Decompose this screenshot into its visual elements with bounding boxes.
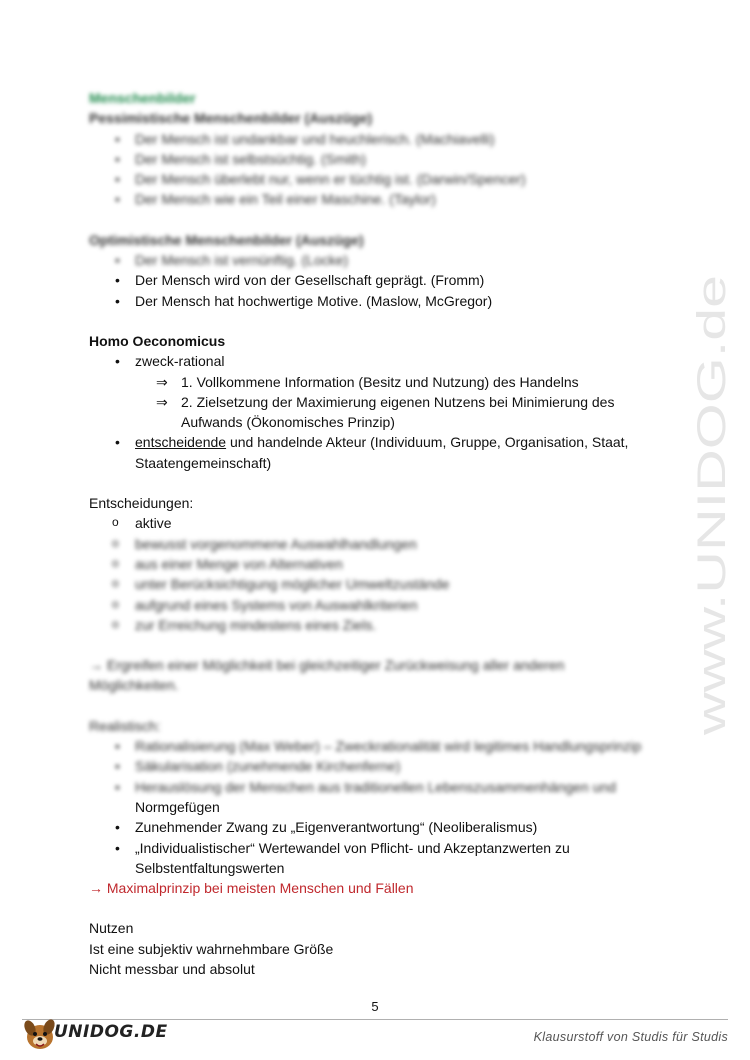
list-item-continuation: Selbstentfaltungswerten bbox=[135, 859, 285, 876]
list-item: o aus einer Menge von Alternativen bbox=[89, 554, 669, 574]
list-item: • Der Mensch überlebt nur, wenn er tüchtig ist. (Darwin/Spencer) bbox=[89, 169, 669, 189]
nutzen-line: Ist eine subjektiv wahrnehmbare Größe bbox=[89, 940, 334, 957]
list-item: • Der Mensch ist vernünftig. (Locke) bbox=[89, 250, 669, 270]
list-item bbox=[89, 432, 669, 452]
list-item: o zur Erreichung mindestens eines Ziels. bbox=[89, 615, 669, 635]
footer-tagline: Klausurstoff von Studis für Studis bbox=[533, 1030, 728, 1044]
watermark bbox=[690, 270, 735, 740]
watermark-text: www.UNIDOG.de bbox=[690, 423, 734, 735]
realistic-heading: Realistisch: bbox=[89, 717, 161, 734]
pessimistic-heading: Pessimistische Menschenbilder (Auszüge) bbox=[89, 110, 373, 127]
list-item: • Der Mensch wird von der Gesellschaft geprägt. (Fromm) bbox=[89, 270, 669, 290]
list-item: o aufgrund eines Systems von Auswahlkriterien bbox=[89, 595, 669, 615]
list-item: o bewusst vorgenommene Auswahlhandlungen bbox=[89, 534, 669, 554]
list-item: • „Individualistischer“ Wertewandel von Pflicht- und Akzeptanzwerten zu bbox=[89, 838, 669, 858]
implies-arrow-icon: ⇒ bbox=[156, 393, 168, 410]
conclusion-line: → Ergreifen einer Möglichkeit bei gleichzeitiger Zurückweisung aller anderen bbox=[89, 657, 565, 674]
list-item: • Rationalisierung (Max Weber) – Zweckrationalität wird legitimes Handlungsprinzip bbox=[89, 736, 669, 756]
list-item: • Herauslösung der Menschen aus traditionellen Lebenszusammenhängen und bbox=[89, 777, 669, 797]
arrow-item-text: 1. Vollkommene Information (Besitz und Nutzung) des Handelns bbox=[181, 373, 579, 390]
underlined-word: entscheidende bbox=[135, 434, 227, 451]
list-item: • Der Mensch ist selbstsüchtig. (Smith) bbox=[89, 149, 669, 169]
list-item: • Der Mensch wie ein Teil einer Maschine. (Taylor) bbox=[89, 189, 669, 209]
arrow-item-text: 2. Zielsetzung der Maximierung eigenen Nutzens bei Minimierung des bbox=[181, 393, 615, 410]
list-item-continuation: Normgefügen bbox=[135, 798, 220, 815]
homo-oeconomicus-heading: Homo Oeconomicus bbox=[89, 332, 226, 349]
list-item-continuation: Staatengemeinschaft) bbox=[135, 454, 272, 471]
maximal-principle-line: → Maximalprinzip bei meisten Menschen und Fällen bbox=[89, 880, 414, 897]
arrow-item-continuation: Aufwands (Ökonomisches Prinzip) bbox=[181, 414, 395, 431]
page-number: 5 bbox=[371, 999, 379, 1014]
implies-arrow-icon: ⇒ bbox=[156, 373, 168, 390]
section-title: Menschenbilder bbox=[89, 90, 196, 106]
list-item: o aktive bbox=[89, 513, 669, 533]
arrow-item bbox=[89, 392, 669, 412]
list-item: • Zunehmender Zwang zu „Eigenverantwortung“ (Neoliberalismus) bbox=[89, 817, 669, 837]
list-item: • Der Mensch hat hochwertige Motive. (Maslow, McGregor) bbox=[89, 291, 669, 311]
page-content bbox=[89, 88, 669, 979]
nutzen-line: Nicht messbar und absolut bbox=[89, 960, 255, 977]
list-item: • zweck-rational bbox=[89, 351, 669, 371]
list-item: • Säkularisation (zunehmende Kirchenferne) bbox=[89, 756, 669, 776]
conclusion-line: Möglichkeiten. bbox=[89, 677, 179, 694]
list-item-text: und handelnde Akteur (Individuum, Gruppe, Organisation, Staat, bbox=[226, 434, 629, 451]
decisions-heading: Entscheidungen: bbox=[89, 495, 194, 512]
nutzen-line: Nutzen bbox=[89, 920, 134, 937]
optimistic-heading: Optimistische Menschenbilder (Auszüge) bbox=[89, 231, 364, 248]
arrow-item bbox=[89, 372, 669, 392]
list-item: • Der Mensch ist undankbar und heuchlerisch. (Machiavelli) bbox=[89, 129, 669, 149]
logo-text: UNIDOG.DE bbox=[54, 1022, 168, 1042]
list-item: o unter Berücksichtigung möglicher Umweltzustände bbox=[89, 574, 669, 594]
